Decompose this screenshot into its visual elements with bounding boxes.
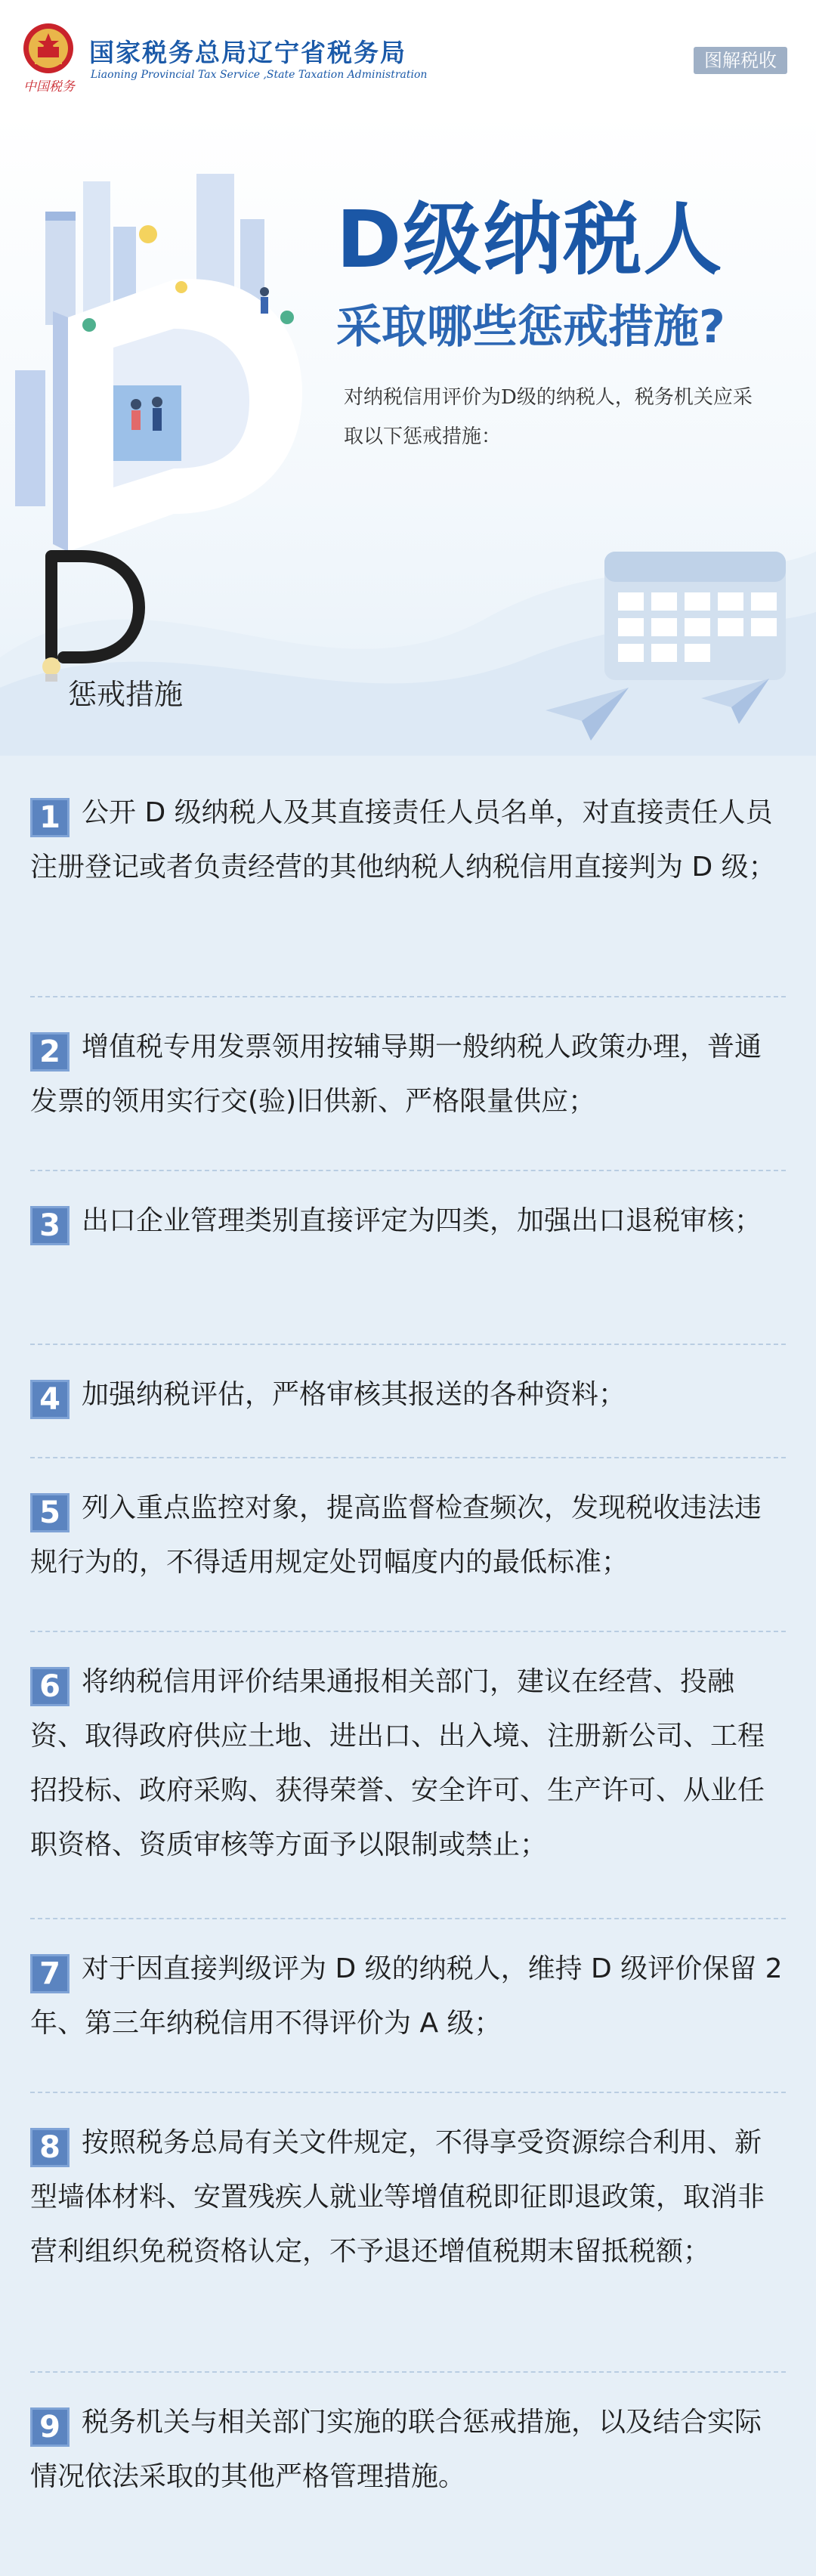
- letter-d-outline-icon: [38, 544, 151, 688]
- tax-emblem-icon: [21, 21, 76, 76]
- number-badge: 2: [30, 1032, 70, 1072]
- org-name-en: Liaoning Provincial Tax Service ,State Taxation Administration: [91, 69, 428, 81]
- calendar-icon: [604, 552, 786, 680]
- measure-text: 将纳税信用评价结果通报相关部门，建议在经营、投融资、取得政府供应土地、进出口、出入境、注册新公司、工程招投标、政府采购、获得荣誉、安全许可、生产许可、从业任职资格、资质审核等方面予以限制或禁止；: [30, 1666, 765, 1860]
- divider: [30, 2092, 786, 2093]
- list-item: [30, 1194, 786, 1248]
- number-badge: 9: [30, 2407, 70, 2447]
- hero-title: D级纳税人: [336, 193, 724, 286]
- hero-section: [0, 113, 816, 756]
- number-badge: 8: [30, 2128, 70, 2167]
- header-bar: [0, 0, 816, 113]
- number-badge: 7: [30, 1954, 70, 1993]
- number-badge: 4: [30, 1380, 70, 1419]
- city-d-illustration: [0, 144, 332, 567]
- list-item: [30, 1020, 786, 1129]
- list-item: [30, 1481, 786, 1590]
- measure-text: 增值税专用发票领用按辅导期一般纳税人政策办理，普通发票的领用实行交(验)旧供新、严格限量供应；: [30, 1031, 762, 1117]
- org-name-cn: 国家税务总局辽宁省税务局: [89, 38, 406, 67]
- hero-intro-text: 对纳税信用评价为D级的纳税人，税务机关应采取以下惩戒措施：: [344, 386, 753, 448]
- emblem-caption: 中国税务: [23, 79, 75, 94]
- number-badge: 5: [30, 1493, 70, 1532]
- divider: [30, 1631, 786, 1632]
- paper-plane-icon: [701, 679, 769, 724]
- list-item: [30, 786, 786, 895]
- paper-plane-icon: [546, 688, 629, 741]
- category-tag[interactable]: 图解税收: [694, 47, 787, 74]
- measure-text: 按照税务总局有关文件规定，不得享受资源综合利用、新型墙体材料、安置残疾人就业等增值税即征即退政策，取消非营利组织免税资格认定，不予退还增值税期末留抵税额；: [30, 2127, 765, 2267]
- measure-text: 出口企业管理类别直接评定为四类，加强出口退税审核；: [82, 1205, 762, 1236]
- list-item: [30, 1942, 786, 2051]
- divider: [30, 1918, 786, 1919]
- measure-text: 加强纳税评估，严格审核其报送的各种资料；: [82, 1379, 626, 1410]
- number-badge: 3: [30, 1206, 70, 1245]
- list-item: [30, 2395, 786, 2504]
- measure-text: 对于因直接判级评为 D 级的纳税人，维持 D 级评价保留 2 年、第三年纳税信用不得评价为 A 级；: [30, 1953, 783, 2039]
- measures-list: [0, 756, 816, 2576]
- divider: [30, 1344, 786, 1345]
- divider: [30, 1457, 786, 1458]
- measure-text: 税务机关与相关部门实施的联合惩戒措施，以及结合实际情况依法采取的其他严格管理措施。: [30, 2407, 762, 2492]
- number-badge: 6: [30, 1667, 70, 1706]
- hero-subtitle: 采取哪些惩戒措施?: [336, 301, 725, 354]
- list-item: [30, 1655, 786, 1872]
- number-badge: 1: [30, 798, 70, 837]
- divider: [30, 996, 786, 997]
- measure-text: 公开 D 级纳税人及其直接责任人员名单，对直接责任人员注册登记或者负责经营的其他纳税人纳税信用直接判为 D 级；: [30, 797, 776, 883]
- measure-text: 列入重点监控对象，提高监督检查频次，发现税收违法违规行为的，不得适用规定处罚幅度内的最低标准；: [30, 1492, 762, 1578]
- divider: [30, 1170, 786, 1171]
- list-item: [30, 1368, 786, 1422]
- divider: [30, 2371, 786, 2373]
- section-title: 惩戒措施: [68, 678, 184, 711]
- list-item: [30, 2116, 786, 2279]
